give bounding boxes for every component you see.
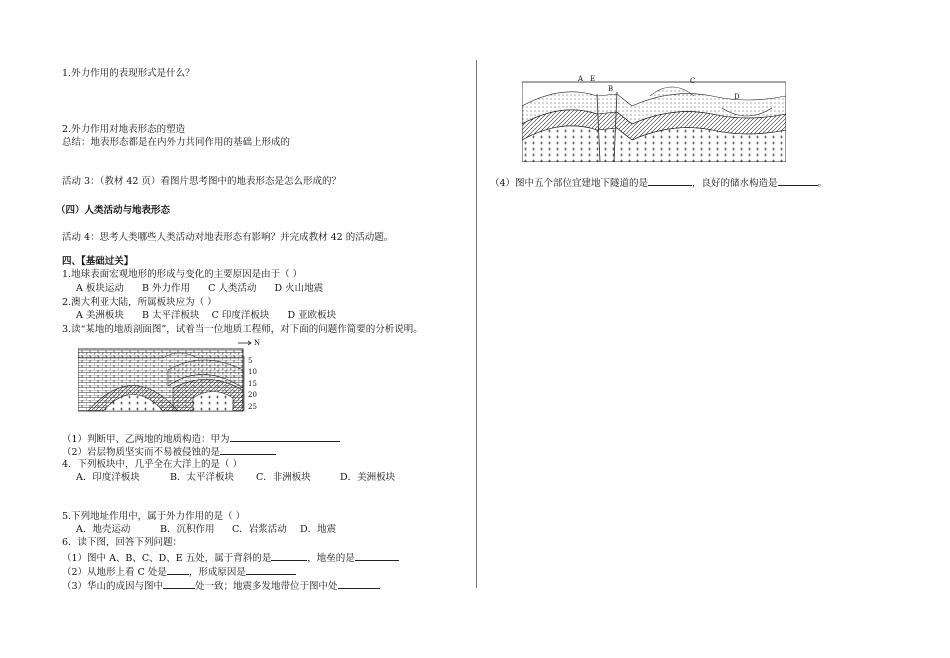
scale-5: 5	[248, 357, 253, 365]
answer-blank[interactable]	[230, 432, 340, 442]
summary-text: 总结：地表形态都是在内外力共同作用的基础上形成的	[62, 137, 291, 148]
exercise-6-part-1	[62, 551, 399, 564]
exercise-5-option-d: D．地震	[300, 524, 337, 535]
scale-25: 25	[248, 403, 257, 411]
answer-blank[interactable]	[338, 579, 380, 589]
label-b: B	[608, 85, 614, 93]
answer-blank[interactable]	[778, 176, 818, 186]
exercise-5-option-a: A．地壳运动	[76, 524, 131, 535]
fold-fault-figure	[522, 74, 786, 162]
answer-blank[interactable]	[163, 579, 195, 589]
exercise-6-part-2	[62, 565, 296, 578]
column-divider	[476, 60, 477, 588]
question-4-period: 。	[817, 178, 828, 189]
question-2: 2.外力作用对地表形态的塑造	[62, 124, 186, 135]
exercise-6-part-3-text-b: 处一致；地震多发地带位于图中处	[195, 581, 338, 592]
question-1: 1.外力作用的表现形式是什么？	[62, 68, 195, 79]
answer-blank[interactable]	[246, 565, 296, 575]
exercise-3-part-2	[62, 445, 276, 458]
exercise-4: 4．下列板块中，几乎全在大洋上的是（ ）	[62, 459, 243, 470]
north-label: N	[254, 339, 261, 347]
fold-fault-drawing	[522, 74, 786, 162]
geologic-section-figure	[78, 340, 268, 414]
exercise-3-part-1-text: （1）判断甲、乙两地的地质构造：甲为	[62, 434, 230, 445]
right-column	[480, 0, 950, 658]
answer-blank[interactable]	[648, 176, 692, 186]
answer-blank[interactable]	[271, 551, 307, 561]
question-4-text-a: （4）图中五个部位宜建地下隧道的是	[490, 178, 649, 189]
question-4	[490, 176, 827, 189]
label-a: A	[578, 75, 584, 83]
label-d: D	[734, 93, 740, 101]
exercise-3-part-1	[62, 432, 340, 445]
exercise-3: 3.读“某地的地质剖面图”，试着当一位地质工程师，对下面的问题作简要的分析说明。	[62, 324, 423, 335]
exercise-6: 6．读下图，回答下列问题：	[62, 537, 183, 548]
scale-10: 10	[248, 368, 257, 376]
exercise-6-part-2-text-b: ，形成原因是	[188, 567, 246, 578]
answer-blank[interactable]	[355, 551, 399, 561]
exercise-6-part-1-text-b: ，地垒的是	[307, 553, 355, 564]
section-4-heading: （四）人类活动与地表形态	[56, 205, 171, 216]
exercise-4-option-c: C．非洲板块	[256, 472, 311, 483]
exercise-5-option-b: B．沉积作用	[160, 524, 215, 535]
label-c: C	[690, 77, 696, 85]
exercise-6-part-3-text-a: （3）华山的成因与图中	[62, 581, 164, 592]
label-e: E	[590, 75, 596, 83]
scale-20: 20	[248, 391, 257, 399]
exercise-6-part-3	[62, 579, 380, 592]
exercise-6-part-2-text-a: （2）从地形上看 C 处是	[62, 567, 167, 578]
exercise-1: 1.地球表面宏观地形的形成与变化的主要原因是由于（ ）	[62, 269, 303, 280]
answer-blank[interactable]	[167, 565, 189, 575]
scale-15: 15	[248, 380, 257, 388]
activity-4: 活动 4：思考人类哪些人类活动对地表形态有影响？并完成教材 42 的活动题。	[62, 232, 394, 243]
geologic-section-drawing	[78, 340, 268, 414]
exercise-5: 5.下列地址作用中，属于外力作用的是（ ）	[62, 511, 246, 522]
exercise-4-option-d: D．美洲板块	[340, 472, 396, 483]
activity-3: 活动 3：（教材 42 页）看图片思考图中的地表形态是怎么形成的？	[62, 176, 341, 187]
exercise-3-part-2-text: （2）岩层物质坚实而不易被侵蚀的是	[62, 447, 221, 458]
exercise-2-options: A 美洲板块 B 太平洋板块 C 印度洋板块 D 亚欧板块	[76, 310, 337, 321]
exercise-1-options: A 板块运动 B 外力作用 C 人类活动 D 火山地震	[76, 283, 324, 294]
answer-blank[interactable]	[220, 445, 276, 455]
exercise-4-option-a: A．印度洋板块	[76, 472, 140, 483]
exercise-6-part-1-text-a: （1）图中 A、B、C、D、E 五处，属于背斜的是	[62, 553, 272, 564]
exercise-4-option-b: B．太平洋板块	[170, 472, 234, 483]
exercise-5-option-c: C．岩浆活动	[232, 524, 287, 535]
basics-heading: 四、【基础过关】	[62, 256, 134, 267]
exercise-2: 2.澳大利亚大陆，所属板块应为（ ）	[62, 297, 217, 308]
question-4-text-b: ，良好的储水构造是	[692, 178, 778, 189]
